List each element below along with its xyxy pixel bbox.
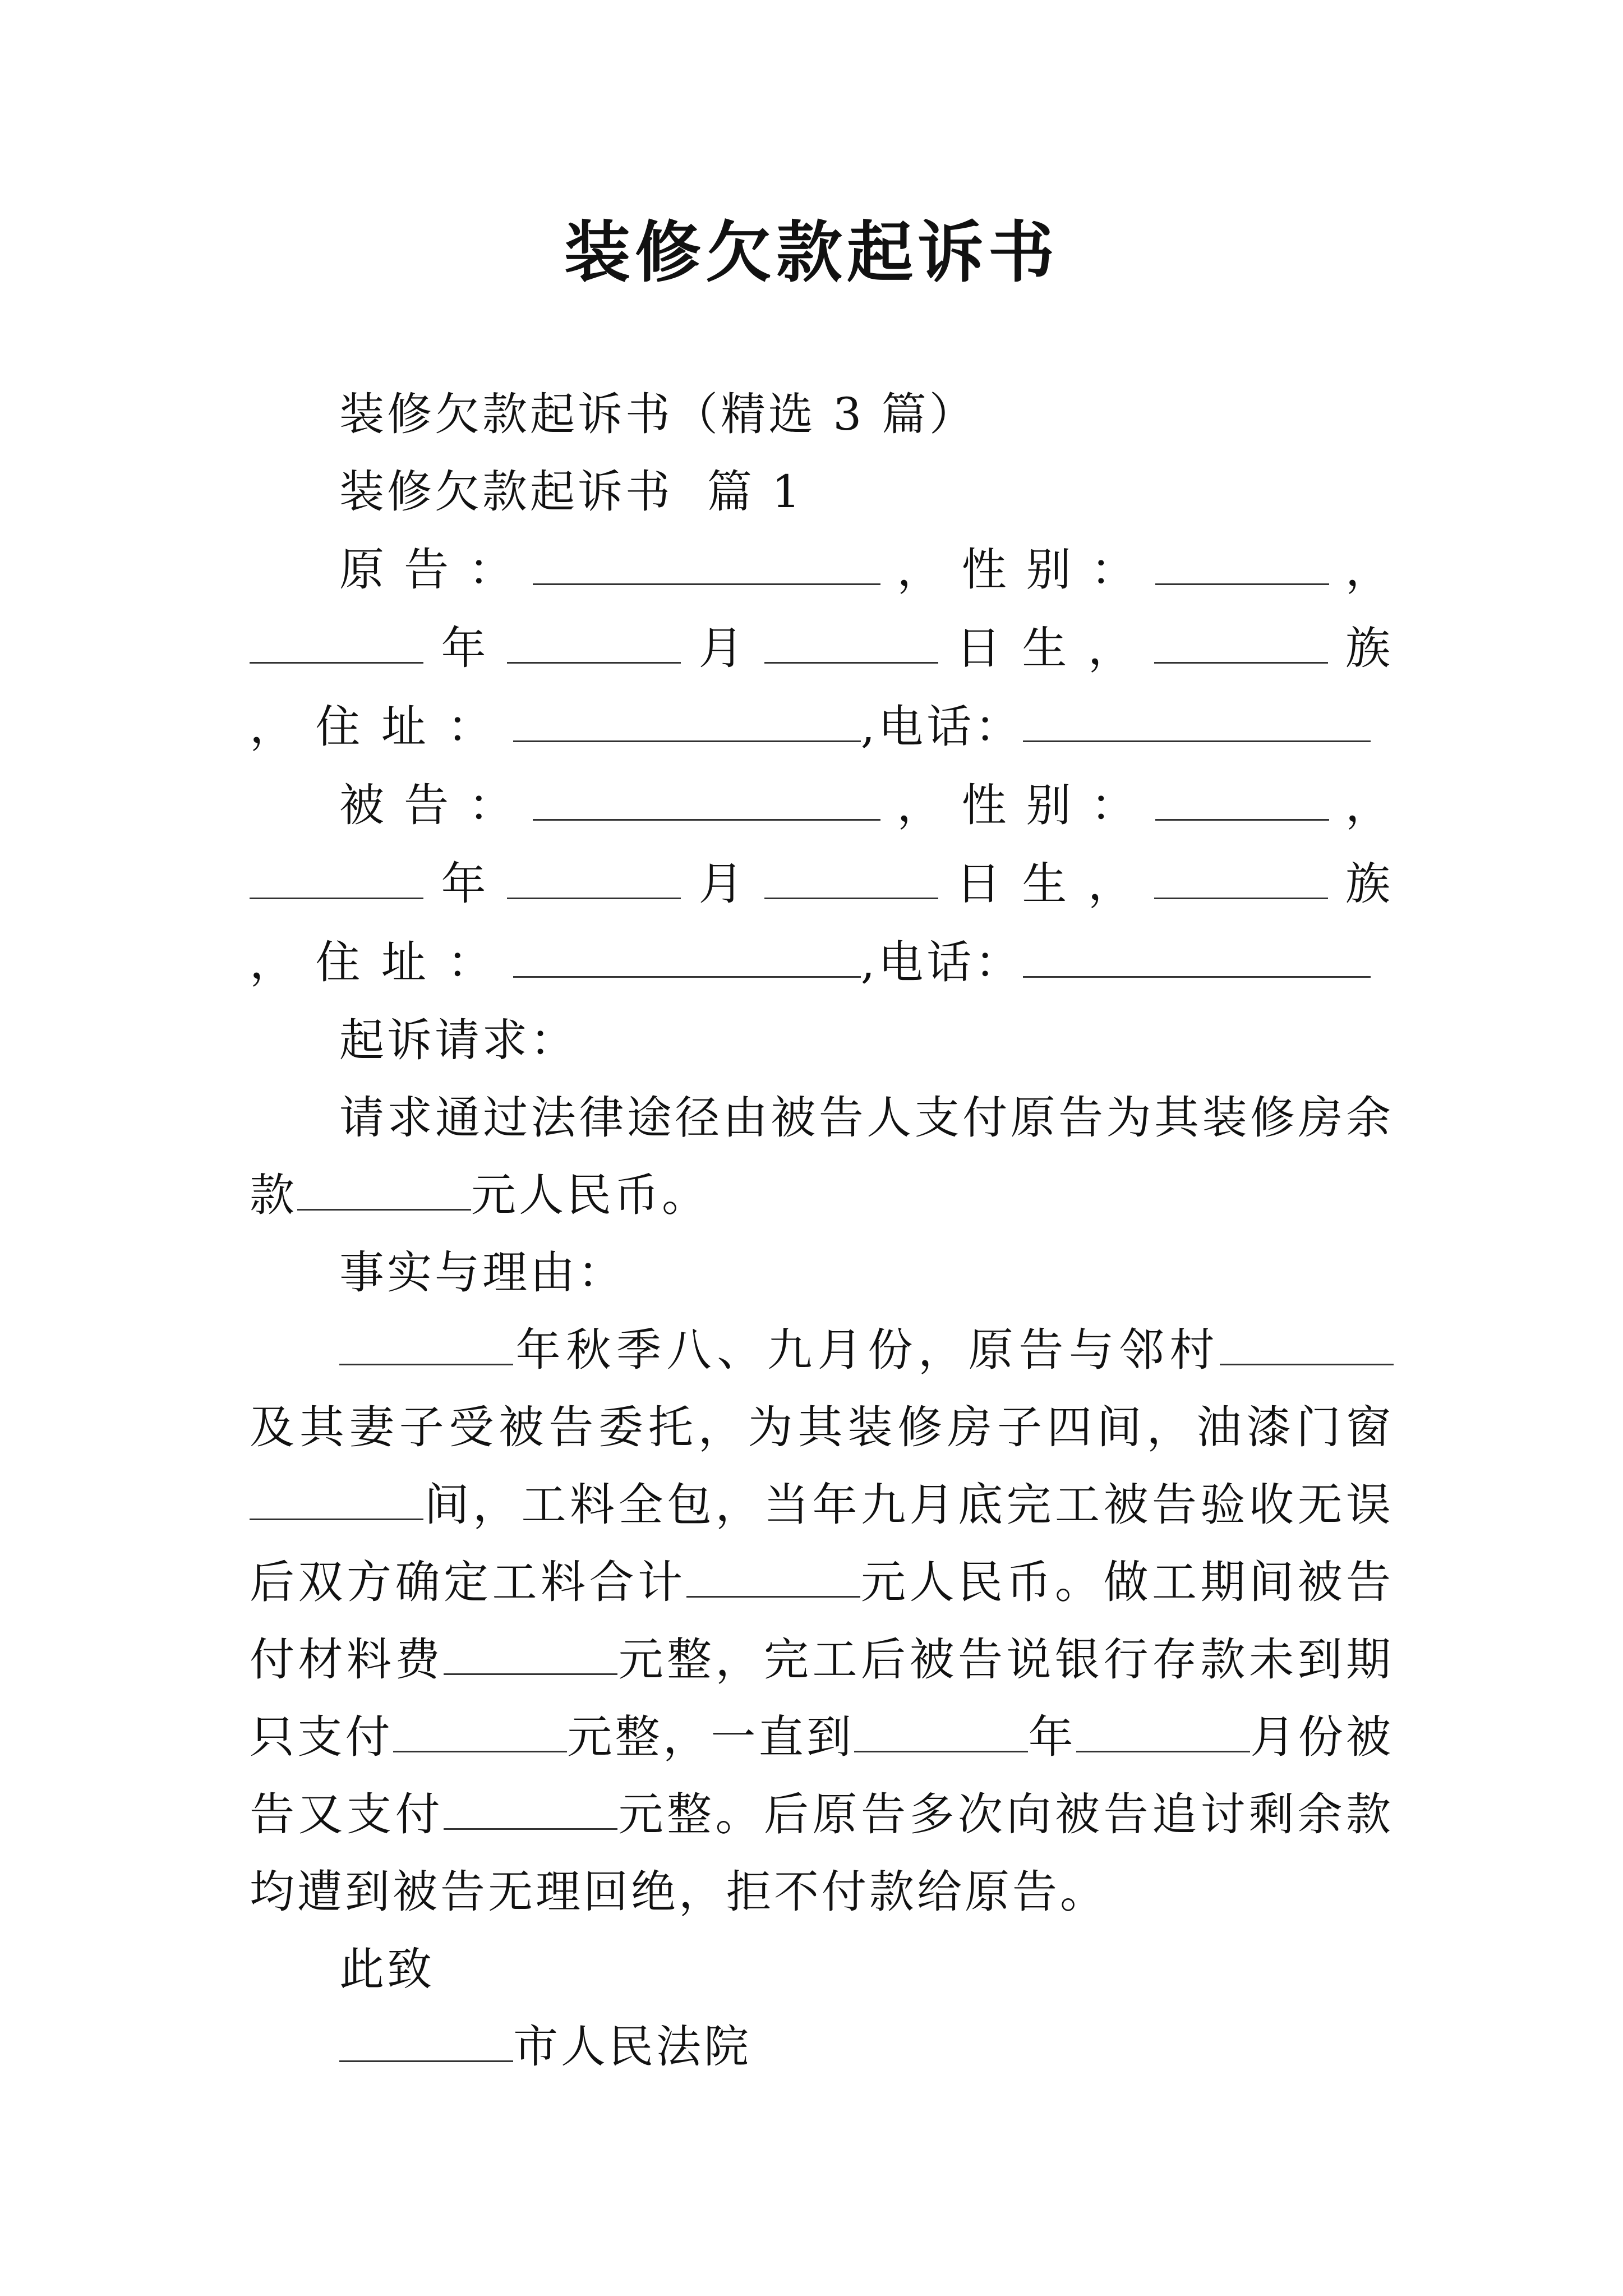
- defendant-year-blank: [250, 858, 423, 899]
- claims-currency: 元人民币。: [471, 1169, 709, 1221]
- facts-worker-blank: [1220, 1324, 1394, 1365]
- defendant-born-label: 日 生 ，: [956, 858, 1136, 910]
- plaintiff-address-label: 族 ， 住 址 ：: [250, 622, 1394, 753]
- defendant-month-label: 月: [698, 858, 747, 910]
- plaintiff-label: 原告：: [339, 544, 533, 596]
- plaintiff-year-label: 年: [441, 622, 490, 674]
- defendant-year-label: 年: [441, 858, 490, 910]
- plaintiff-gender-blank: [1155, 544, 1329, 585]
- defendant-comma: ，: [1329, 779, 1394, 831]
- facts-s7: 年: [1028, 1711, 1077, 1763]
- document-title: 装修欠款起诉书: [564, 213, 1059, 291]
- court-name: 市人民法院: [513, 2021, 751, 2073]
- defendant-month-blank: [507, 858, 681, 899]
- subtitle: 装修欠款起诉书（精选 3 篇）: [339, 388, 977, 440]
- plaintiff-info: [250, 531, 1394, 766]
- plaintiff-month-blank: [507, 623, 681, 664]
- defendant-address-blank: [513, 937, 861, 978]
- facts-s9: 元整。后原告多次向被告追讨剩余款均遭到被告无理回绝，拒不付款给原告。: [250, 1788, 1394, 1918]
- plaintiff-gender-label: ，性别：: [880, 544, 1155, 596]
- facts-heading: 事实与理由：: [339, 1246, 625, 1299]
- facts-total-blank: [686, 1557, 860, 1598]
- facts-s4: 元人民币。做工期间被告付材料费: [250, 1556, 1394, 1686]
- defendant-address-label: 族 ， 住 址 ：: [250, 858, 1394, 988]
- defendant-gender-label: ，性别：: [880, 779, 1155, 831]
- claims-text: 请求通过法律途径由被告人支付原告为其装修房余款: [250, 1092, 1394, 1221]
- plaintiff-ethnic-blank: [1154, 623, 1328, 664]
- facts-rooms-blank: [250, 1479, 423, 1520]
- defendant-gender-blank: [1155, 780, 1329, 821]
- facts-later-year-blank: [854, 1711, 1028, 1752]
- facts-paragraph: [250, 1312, 1394, 1931]
- facts-later-month-blank: [1076, 1711, 1250, 1752]
- facts-year-blank: [339, 1324, 513, 1365]
- facts-s2: 及其妻子受被告委托，为其装修房子四间，油漆门窗: [250, 1401, 1394, 1453]
- article-heading: 装修欠款起诉书 篇 1: [339, 466, 804, 518]
- defendant-label: 被告：: [339, 779, 533, 831]
- defendant-phone-label: ,电话：: [860, 936, 1023, 988]
- facts-paid-blank: [393, 1711, 567, 1752]
- facts-later-paid-blank: [444, 1789, 617, 1830]
- document-body: [250, 376, 1394, 2086]
- defendant-name-blank: [533, 780, 880, 821]
- plaintiff-month-label: 月: [698, 622, 747, 674]
- facts-s1: 年秋季八、九月份，原告与邻村: [513, 1324, 1220, 1376]
- court-line: [250, 2008, 1394, 2086]
- claims-heading: 起诉请求：: [339, 1014, 578, 1066]
- plaintiff-phone-label: ,电话：: [860, 701, 1023, 753]
- claims-paragraph: [250, 1079, 1394, 1234]
- defendant-ethnic-blank: [1154, 858, 1328, 899]
- plaintiff-name-blank: [533, 544, 880, 585]
- plaintiff-comma: ，: [1329, 544, 1394, 596]
- claims-amount-blank: [297, 1170, 471, 1211]
- defendant-phone-blank: [1023, 937, 1371, 978]
- defendant-day-blank: [764, 858, 938, 899]
- plaintiff-born-label: 日 生 ，: [956, 622, 1136, 674]
- facts-s6: 元整，一直到: [567, 1711, 855, 1763]
- plaintiff-year-blank: [250, 623, 423, 664]
- facts-material-blank: [444, 1634, 617, 1675]
- plaintiff-day-blank: [764, 623, 938, 664]
- facts-s3: 间，工料全包，当年九月底完工被告验收无误后双方确定工料合计: [250, 1479, 1394, 1608]
- closing: 此致: [339, 1943, 435, 1995]
- facts-s8: 月份被告又支付: [250, 1711, 1394, 1841]
- plaintiff-address-blank: [513, 701, 861, 742]
- defendant-info: [250, 766, 1394, 1002]
- court-city-blank: [339, 2021, 513, 2062]
- plaintiff-phone-blank: [1023, 701, 1371, 742]
- facts-s5: 元整，完工后被告说银行存款未到期只支付: [250, 1634, 1394, 1763]
